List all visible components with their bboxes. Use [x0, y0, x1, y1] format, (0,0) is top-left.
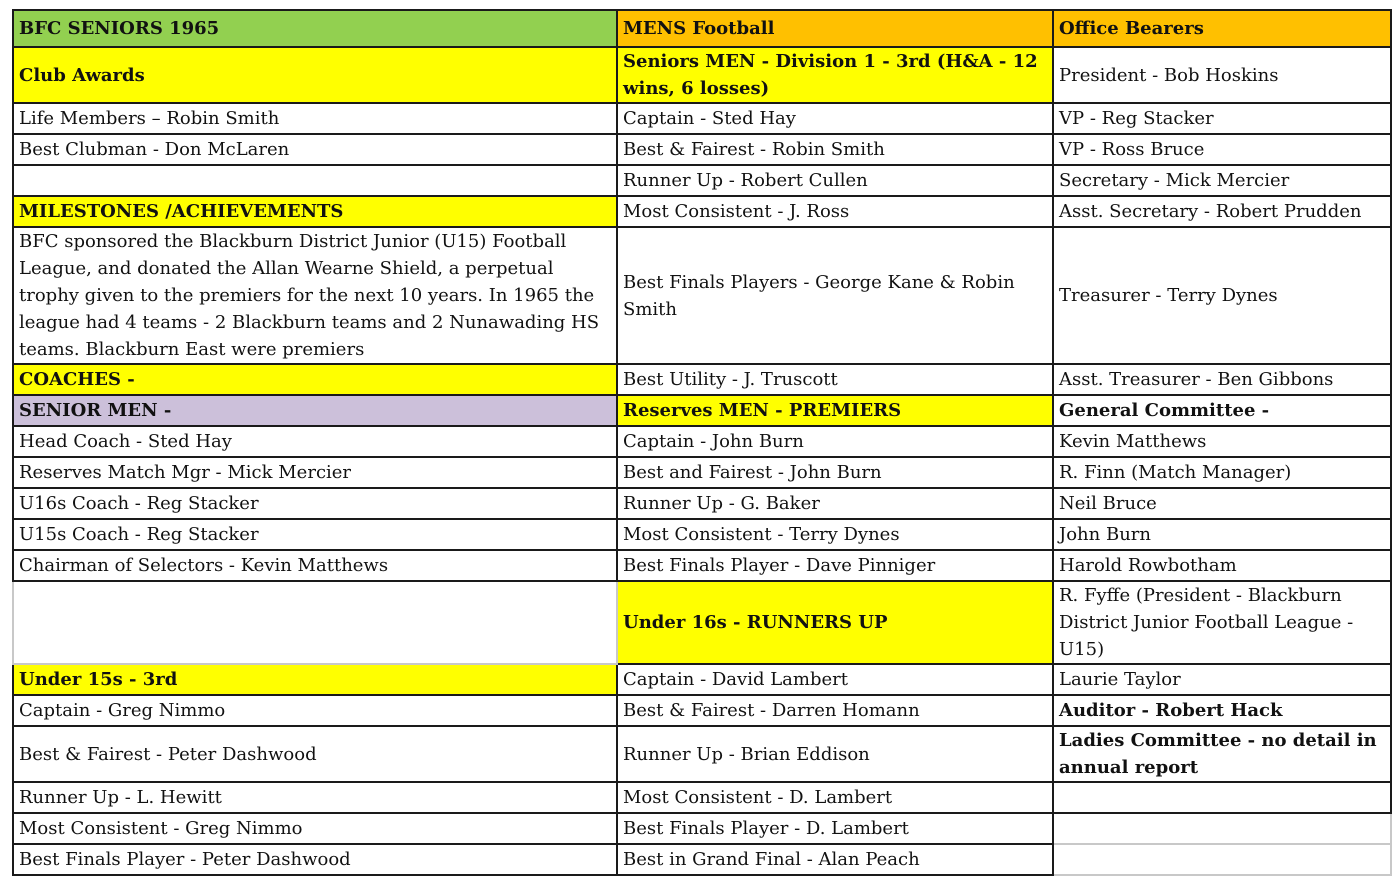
seniors-men-heading: Seniors MEN - Division 1 - 3rd (H&A - 12 wins, 6 losses)	[617, 47, 1053, 103]
under16-heading: Under 16s - RUNNERS UP	[617, 581, 1053, 664]
table-row	[13, 813, 1391, 844]
life-members: Life Members – Robin Smith	[13, 103, 617, 134]
best-clubman: Best Clubman - Don McLaren	[13, 134, 617, 165]
office-bearer-vp: VP - Reg Stacker	[1053, 103, 1391, 134]
general-committee-member: Kevin Matthews	[1053, 426, 1391, 457]
empty-cell	[13, 165, 617, 196]
coach-item: Reserves Match Mgr - Mick Mercier	[13, 457, 617, 488]
table-row	[13, 395, 1391, 426]
seniors-men-item: Best & Fairest - Robin Smith	[617, 134, 1053, 165]
seniors-men-item: Best Finals Players - George Kane & Robin Smith	[617, 227, 1053, 364]
under15-item: Best Finals Player - Peter Dashwood	[13, 844, 617, 875]
header-office-bearers: Office Bearers	[1053, 10, 1391, 47]
general-committee-heading: General Committee -	[1053, 395, 1391, 426]
table-row	[13, 488, 1391, 519]
general-committee-member: Laurie Taylor	[1053, 664, 1391, 695]
awards-spreadsheet	[12, 9, 1392, 876]
reserves-men-heading: Reserves MEN - PREMIERS	[617, 395, 1053, 426]
general-committee-member: John Burn	[1053, 519, 1391, 550]
ladies-committee: Ladies Committee - no detail in annual report	[1053, 726, 1391, 782]
under16-item: Best & Fairest - Darren Homann	[617, 695, 1053, 726]
office-bearer-secretary: Secretary - Mick Mercier	[1053, 165, 1391, 196]
reserves-men-item: Most Consistent - Terry Dynes	[617, 519, 1053, 550]
empty-cell	[13, 581, 617, 664]
office-bearer-asst-secretary: Asst. Secretary - Robert Prudden	[1053, 196, 1391, 227]
table-row	[13, 782, 1391, 813]
seniors-men-item: Captain - Sted Hay	[617, 103, 1053, 134]
table-row	[13, 364, 1391, 395]
table-row	[13, 134, 1391, 165]
table-row	[13, 581, 1391, 664]
table-row	[13, 519, 1391, 550]
empty-cell	[1053, 844, 1391, 875]
under15-item: Captain - Greg Nimmo	[13, 695, 617, 726]
seniors-men-item: Most Consistent - J. Ross	[617, 196, 1053, 227]
reserves-men-item: Best and Fairest - John Burn	[617, 457, 1053, 488]
table-row	[13, 550, 1391, 581]
table-row	[13, 227, 1391, 364]
coach-item: U15s Coach - Reg Stacker	[13, 519, 617, 550]
general-committee-member: R. Fyffe (President - Blackburn District Junior Football League - U15)	[1053, 581, 1391, 664]
under16-item: Most Consistent - D. Lambert	[617, 782, 1053, 813]
table-row	[13, 165, 1391, 196]
table-row	[13, 726, 1391, 782]
reserves-men-item: Captain - John Burn	[617, 426, 1053, 457]
under15-item: Runner Up - L. Hewitt	[13, 782, 617, 813]
coach-item: Chairman of Selectors - Kevin Matthews	[13, 550, 617, 581]
under16-item: Runner Up - Brian Eddison	[617, 726, 1053, 782]
empty-cell	[1053, 782, 1391, 813]
header-bfc-seniors: BFC SENIORS 1965	[13, 10, 617, 47]
table-row	[13, 664, 1391, 695]
reserves-men-item: Runner Up - G. Baker	[617, 488, 1053, 519]
under16-item: Best Finals Player - D. Lambert	[617, 813, 1053, 844]
table-row	[13, 103, 1391, 134]
general-committee-member: R. Finn (Match Manager)	[1053, 457, 1391, 488]
office-bearer-treasurer: Treasurer - Terry Dynes	[1053, 227, 1391, 364]
under16-item: Captain - David Lambert	[617, 664, 1053, 695]
coach-item: U16s Coach - Reg Stacker	[13, 488, 617, 519]
seniors-men-item: Best Utility - J. Truscott	[617, 364, 1053, 395]
table-row	[13, 196, 1391, 227]
empty-cell	[1053, 813, 1391, 844]
under16-item: Best in Grand Final - Alan Peach	[617, 844, 1053, 875]
table-row	[13, 47, 1391, 103]
table-row	[13, 695, 1391, 726]
coach-item: Head Coach - Sted Hay	[13, 426, 617, 457]
office-bearer-vp: VP - Ross Bruce	[1053, 134, 1391, 165]
under15-item: Best & Fairest - Peter Dashwood	[13, 726, 617, 782]
coaches-heading: COACHES -	[13, 364, 617, 395]
under15-item: Most Consistent - Greg Nimmo	[13, 813, 617, 844]
header-mens-football: MENS Football	[617, 10, 1053, 47]
general-committee-member: Harold Rowbotham	[1053, 550, 1391, 581]
milestones-heading: MILESTONES /ACHIEVEMENTS	[13, 196, 617, 227]
office-bearer-asst-treasurer: Asst. Treasurer - Ben Gibbons	[1053, 364, 1391, 395]
milestones-text: BFC sponsored the Blackburn District Junior (U15) Football League, and donated the Allan Wearne Shield, a perpetual trophy given to the premiers for the next 10 years. In 1965 the league had 4 teams - 2 Blackburn teams and 2 Nunawading HS teams. Blackburn East were premiers	[13, 227, 617, 364]
club-awards-heading: Club Awards	[13, 47, 617, 103]
table-row	[13, 457, 1391, 488]
header-row	[13, 10, 1391, 47]
office-bearer-president: President - Bob Hoskins	[1053, 47, 1391, 103]
auditor: Auditor - Robert Hack	[1053, 695, 1391, 726]
general-committee-member: Neil Bruce	[1053, 488, 1391, 519]
table-row	[13, 844, 1391, 875]
under15-heading: Under 15s - 3rd	[13, 664, 617, 695]
senior-men-coaches-heading: SENIOR MEN -	[13, 395, 617, 426]
seniors-men-item: Runner Up - Robert Cullen	[617, 165, 1053, 196]
reserves-men-item: Best Finals Player - Dave Pinniger	[617, 550, 1053, 581]
table-row	[13, 426, 1391, 457]
